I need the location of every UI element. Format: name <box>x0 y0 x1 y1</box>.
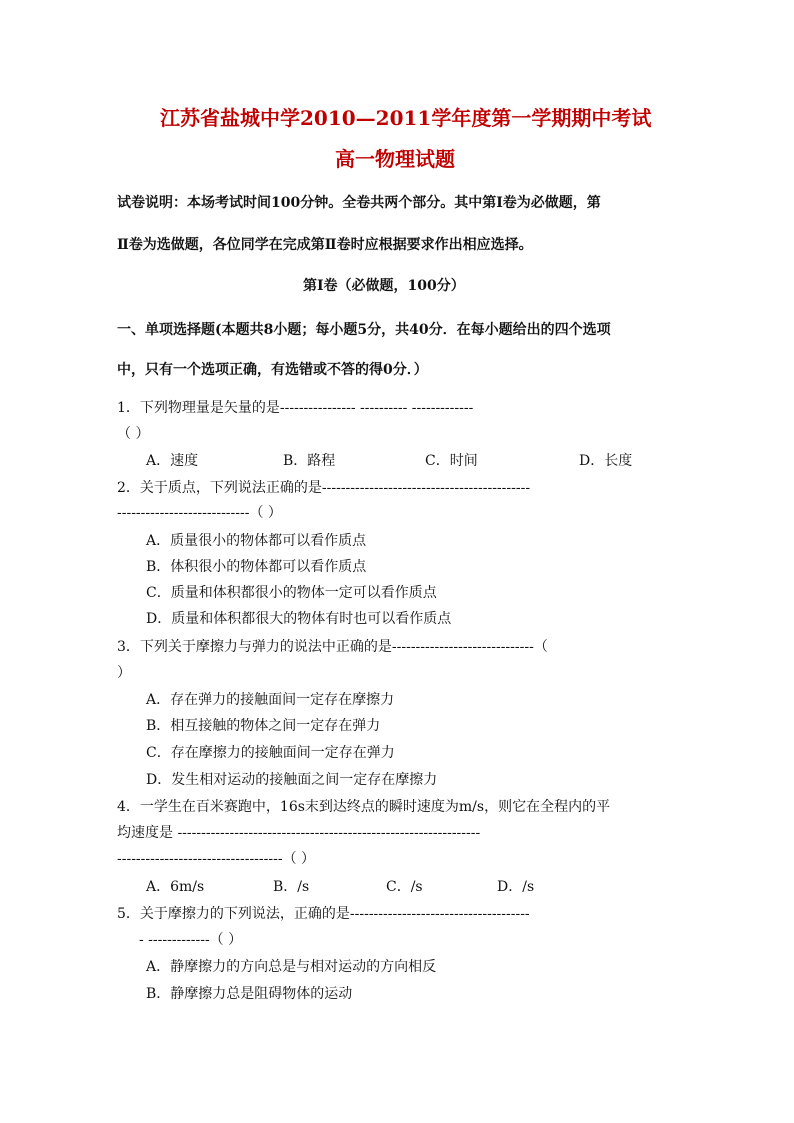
question-4-option-c: C．/s <box>386 879 423 895</box>
question-1-stem: 1．下列物理量是矢量的是---------------- ---------- ------------- <box>117 400 474 416</box>
question-4-option-b: B．/s <box>273 879 310 895</box>
question-5-option-a: A．静摩擦力的方向总是与相对运动的方向相反 <box>146 959 437 975</box>
question-4-option-d: D．/s <box>497 879 535 895</box>
question-2-stem: 2．关于质点，下列说法正确的是-------------------------------------------- <box>117 480 531 496</box>
question-1-option-c: C．时间 <box>425 453 478 469</box>
question-3-option-b: B．相互接触的物体之间一定存在弹力 <box>146 718 381 734</box>
question-1-option-d: D．长度 <box>579 453 633 469</box>
question-4-answer-blank: -----------------------------------（ ） <box>117 851 316 867</box>
question-5-answer-blank: - -------------（ ） <box>139 932 243 948</box>
question-3-answer-blank: ） <box>117 665 131 681</box>
question-1-option-a: A．速度 <box>146 453 199 469</box>
instructions-line-2: Ⅱ卷为选做题，各位同学在完成第Ⅱ卷时应根据要求作出相应选择。 <box>117 237 533 253</box>
question-1-option-b: B．路程 <box>283 453 336 469</box>
section-one-line-1: 一、单项选择题(本题共8小题；每小题5分，共40分．在每小题给出的四个选项 <box>117 322 611 338</box>
exam-subtitle: 高一物理试题 <box>335 147 455 171</box>
question-5-option-b: B．静摩擦力总是阻碍物体的运动 <box>146 986 353 1002</box>
question-3-option-d: D．发生相对运动的接触面之间一定存在摩擦力 <box>146 772 438 788</box>
question-2-option-b: B．体积很小的物体都可以看作质点 <box>146 559 367 575</box>
question-2-option-a: A．质量很小的物体都可以看作质点 <box>146 533 367 549</box>
question-3-option-a: A．存在弹力的接触面间一定存在摩擦力 <box>146 692 395 708</box>
question-2-option-d: D．质量和体积都很大的物体有时也可以看作质点 <box>146 611 452 627</box>
instructions-line-1: 试卷说明：本场考试时间100分钟。全卷共两个部分。其中第Ⅰ卷为必做题，第 <box>117 195 601 211</box>
question-3-option-c: C．存在摩擦力的接触面间一定存在弹力 <box>146 745 395 761</box>
question-4-stem: 4．一学生在百米赛跑中，16s末到达终点的瞬时速度为m/s，则它在全程内的平 <box>117 799 611 815</box>
question-4-option-a: A．6m/s <box>146 879 205 895</box>
exam-title: 江苏省盐城中学2010—2011学年度第一学期期中考试 <box>160 106 652 130</box>
question-3-stem: 3．下列关于摩擦力与弹力的说法中正确的是------------------------------（ <box>117 639 548 655</box>
question-2-option-c: C．质量和体积都很小的物体一定可以看作质点 <box>146 585 437 601</box>
section-one-line-2: 中，只有一个选项正确，有选错或不答的得0分．） <box>117 362 428 378</box>
question-2-answer-blank: ----------------------------（ ） <box>117 505 282 521</box>
question-4-stem-continued: 均速度是 ---------------------------------------------------------------- <box>117 825 481 841</box>
question-5-stem: 5．关于摩擦力的下列说法，正确的是-------------------------------------- <box>117 906 530 922</box>
part-one-heading: 第Ⅰ卷（必做题，100分） <box>303 278 465 294</box>
question-1-answer-blank: （ ） <box>117 426 150 442</box>
